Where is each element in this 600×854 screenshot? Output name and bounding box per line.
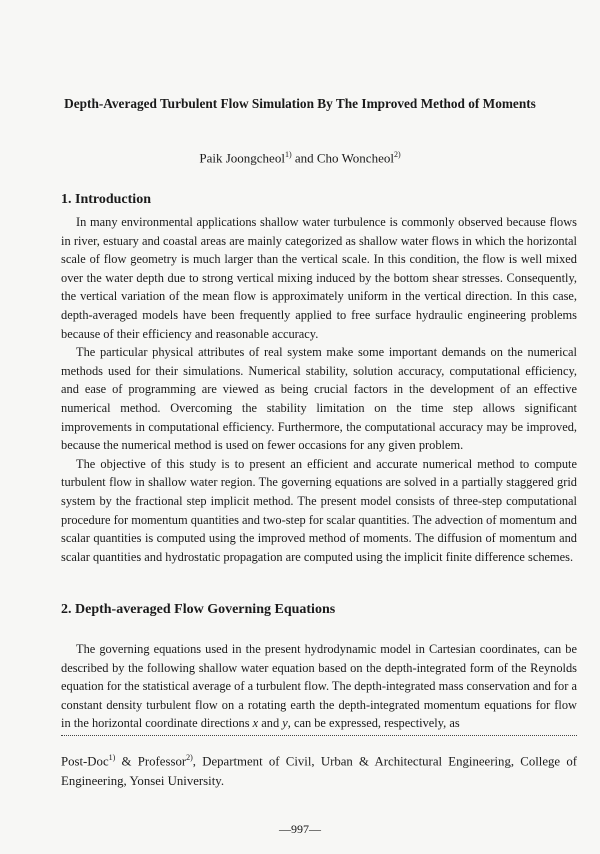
and-text: and [258,716,283,731]
author-1-affiliation-mark: 1) [284,150,292,159]
footnote-affiliation: , Department of Civil, Urban & Architectural Engineering, College of Engineering, Yonsei University. [61,754,577,789]
intro-paragraph-3: The objective of this study is to present an efficient and accurate numerical method to compute turbulent flow in shallow water region. The governing equations are solved in a partially staggered grid system by the fractional step implicit method. The present model consists of three-step computational procedure for momentum quantities and two-step for scalar quantities. The advection of momentum and scalar quantities is computed using the improved method of moments. The diffusion of momentum and scalar quantities and hydrostatic propagation are computed using the implicit finite difference schemes. [61,456,577,564]
equations-paragraph-end: , can be expressed, respectively, as [287,716,460,731]
section-1-heading: 1. Introduction [61,192,151,207]
variable-y: y [282,716,288,731]
section-1-body [61,213,577,566]
author-1: Paik Joongcheol [199,150,285,166]
author-2-affiliation-mark: 2) [393,150,401,159]
footnote [61,748,577,791]
intro-paragraph-1: In many environmental applications shallow water turbulence is commonly observed because flows in river, estuary and coastal areas are mainly categorized as shallow water flows in which the horizontal scale of flow geometry is much larger than the vertical scale. In this condition, the flow is well mixed over the water depth due to strong vertical mixing induced by the bottom shear stresses. Consequently, the vertical variation of the mean flow is approximately uniform in the vertical direction. In this case, depth-averaged models have been frequently applied to free surface hydraulic engineering problems because of their efficiency and reasonable accuracy. [61,215,577,341]
footnote-ampersand: & [115,754,138,769]
page-number: —997— [279,822,321,836]
variable-x: x [252,716,259,731]
footnote-mark-1: 1) [108,753,116,762]
footnote-separator [61,735,577,736]
author-conjunction: and [291,150,317,166]
footnote-mark-2: 2) [186,753,193,762]
author-line [40,147,560,166]
paper-title: Depth-Averaged Turbulent Flow Simulation By The Improved Method of Moments [64,96,536,111]
equations-paragraph [61,640,577,733]
section-2-body [61,640,577,733]
author-2: Cho Woncheol [316,150,394,166]
footnote-role-1: Post-Doc [61,754,109,769]
section-2-heading: 2. Depth-averaged Flow Governing Equations [61,602,336,617]
intro-paragraph-2: The particular physical attributes of real system make some important demands on the numerical methods used for their simulations. Numerical stability, solution accuracy, computational efficiency, and ease of programming are viewed as being crucial factors in the development of an effective numerical method. Overcoming the stability limitation on the time step allows significant improvements in computational efficiency. Furthermore, the computational accuracy may be improved, because the numerical method is used on fewer occasions for any given problem. [61,345,577,453]
footnote-role-2: Professor [137,754,187,769]
equations-paragraph-text: The governing equations used in the present hydrodynamic model in Cartesian coordinates, can be described by the following shallow water equation based on the depth-integrated form of the Reynolds equation for the statistical average of a turbulent flow. The depth-integrated mass conservation and for a constant density turbulent flow on a rotating earth the depth-integrated momentum equations for flow in the horizontal coordinate directions [61,642,577,731]
